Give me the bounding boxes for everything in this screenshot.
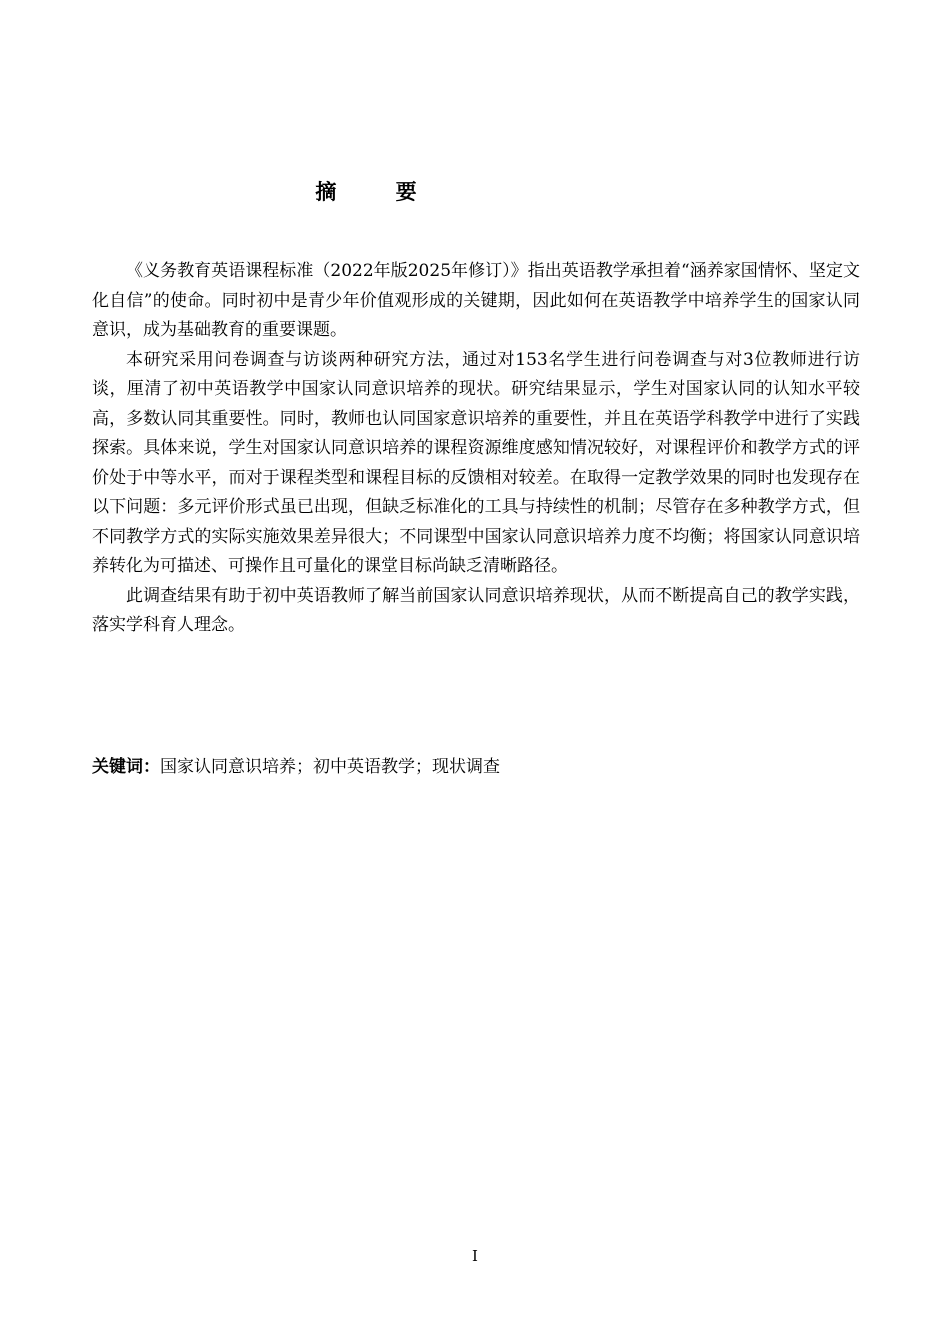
page-number: I xyxy=(472,1247,478,1265)
abstract-body xyxy=(92,257,860,641)
keywords-line xyxy=(92,754,860,780)
abstract-paragraph: 此调查结果有助于初中英语教师了解当前国家认同意识培养现状，从而不断提高自己的教学实践，落实学科育人理念。 xyxy=(92,585,860,635)
keywords-label: 关键词： xyxy=(92,757,160,777)
abstract-paragraph: 《义务教育英语课程标准（2022年版2025年修订）》指出英语教学承担着“涵养家国情怀、坚定文化自信”的使命。同时初中是青少年价值观形成的关键期，因此如何在英语教学中培养学生的国家认同意识，成为基础教育的重要课题。 xyxy=(92,261,860,340)
page-title: 摘 要 xyxy=(315,180,443,204)
keywords-text: 国家认同意识培养；初中英语教学；现状调查 xyxy=(160,757,500,777)
abstract-paragraph: 本研究采用问卷调查与访谈两种研究方法，通过对153名学生进行问卷调查与对3位教师进行访谈，厘清了初中英语教学中国家认同意识培养的现状。研究结果显示，学生对国家认同的认知水平较高，多数认同其重要性。同时，教师也认同国家意识培养的重要性，并且在英语学科教学中进行了实践探索。具体来说，学生对国家认同意识培养的课程资源维度感知情况较好，对课程评价和教学方式的评价处于中等水平，而对于课程类型和课程目标的反馈相对较差。在取得一定教学效果的同时也发现存在以下问题：多元评价形式虽已出现，但缺乏标准化的工具与持续性的机制；尽管存在多种教学方式，但不同教学方式的实际实施效果差异很大；不同课型中国家认同意识培养力度不均衡；将国家认同意识培养转化为可描述、可操作且可量化的课堂目标尚缺乏清晰路径。 xyxy=(92,349,860,576)
